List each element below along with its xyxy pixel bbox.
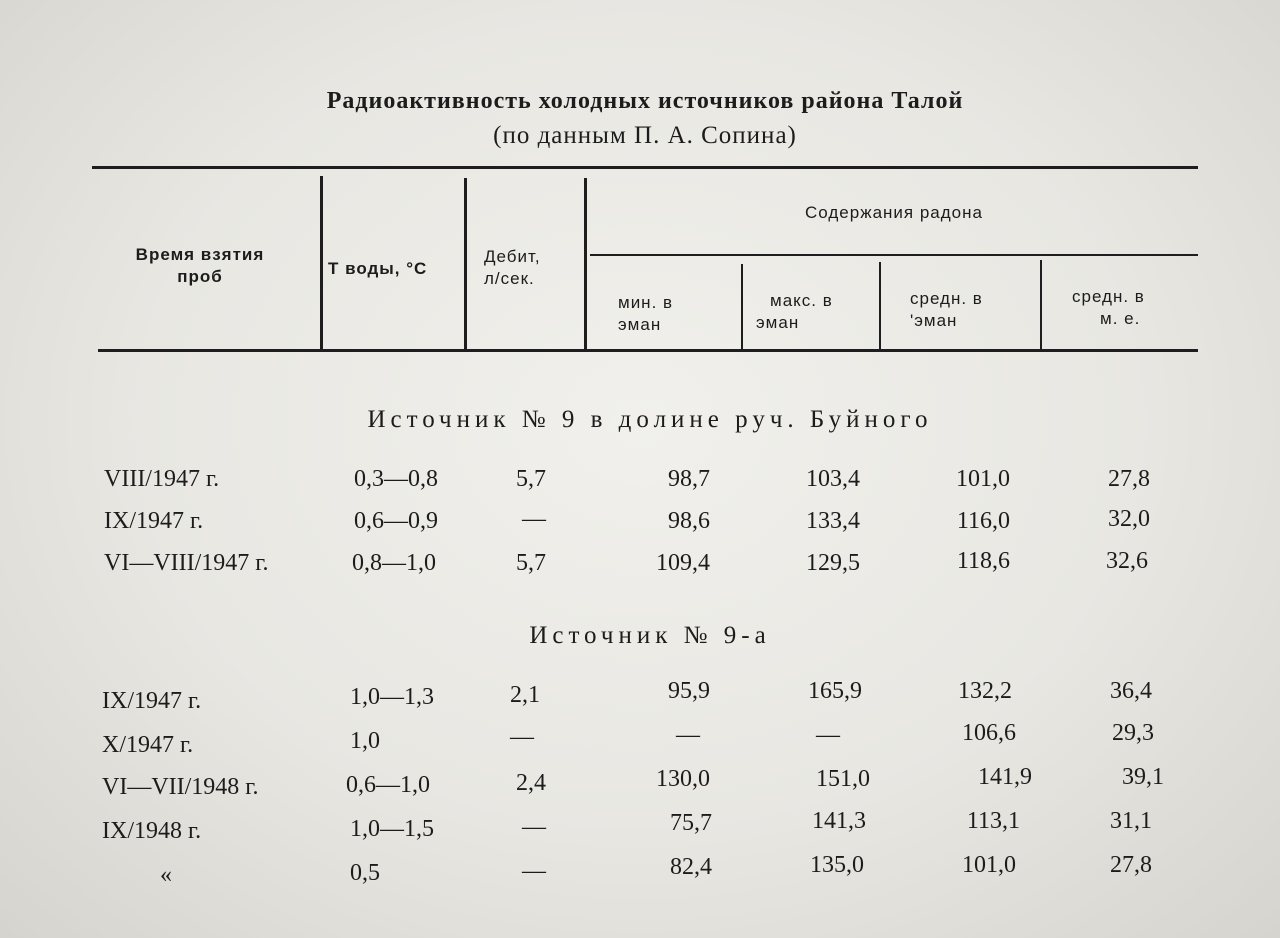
radon-subrule — [590, 254, 1198, 256]
cell-avg: 101,0 — [962, 852, 1016, 878]
cell-avg-me: 32,6 — [1106, 548, 1148, 574]
cell-time: IX/1947 г. — [104, 508, 204, 534]
section-title-1: Источник № 9 в долине руч. Буйного — [367, 406, 933, 433]
cell-avg-me: 27,8 — [1110, 852, 1152, 878]
table-title: Радиоактивность холодных источников района Талой — [326, 88, 964, 114]
header-avg-line2: 'эман — [910, 311, 958, 330]
header-max — [756, 290, 876, 334]
header-time — [100, 244, 300, 288]
col-divider-3 — [584, 178, 587, 350]
cell-temp: 0,6—1,0 — [346, 772, 430, 798]
cell-min: — — [676, 722, 700, 748]
cell-avg: 118,6 — [956, 548, 1010, 574]
table-subtitle: (по данным П. А. Сопина) — [493, 122, 797, 149]
header-debit — [484, 246, 584, 290]
col-divider-1 — [320, 176, 323, 350]
cell-min: 95,9 — [668, 678, 710, 704]
cell-temp: 0,6—0,9 — [354, 508, 438, 534]
cell-temp: 1,0—1,3 — [350, 684, 434, 710]
cell-temp: 1,0—1,5 — [350, 816, 434, 842]
col-divider-6 — [1040, 260, 1042, 350]
cell-avg: 132,2 — [958, 678, 1012, 704]
header-avg-me-line1: средн. в — [1072, 287, 1145, 306]
col-divider-5 — [879, 262, 881, 350]
cell-debit: 2,4 — [516, 770, 546, 796]
top-rule — [92, 166, 1198, 169]
cell-debit: 2,1 — [510, 682, 540, 708]
cell-min: 82,4 — [670, 854, 712, 880]
col-divider-4 — [741, 264, 743, 350]
cell-time: VI—VII/1948 г. — [102, 774, 259, 800]
header-max-line2: эман — [756, 313, 800, 332]
header-min-line1: мин. в — [618, 293, 674, 312]
cell-time: IX/1947 г. — [102, 688, 202, 714]
cell-avg: 116,0 — [956, 508, 1010, 534]
header-time-line1: Время взятия — [135, 245, 265, 264]
cell-max: 103,4 — [806, 466, 860, 492]
cell-min: 98,7 — [668, 466, 710, 492]
cell-max: — — [816, 722, 840, 748]
cell-avg-me: 36,4 — [1110, 678, 1152, 704]
header-avg-me — [1072, 286, 1192, 330]
header-radon: Содержания радона — [805, 203, 983, 222]
cell-time-ditto: « — [160, 862, 172, 888]
header-debit-line1: Дебит, — [484, 247, 541, 266]
header-min-line2: эман — [618, 315, 662, 334]
cell-avg: 141,9 — [978, 764, 1032, 790]
cell-avg-me: 31,1 — [1110, 808, 1152, 834]
cell-max: 151,0 — [816, 766, 870, 792]
cell-avg-me: 29,3 — [1112, 720, 1154, 746]
cell-time: IX/1948 г. — [102, 818, 202, 844]
cell-temp: 1,0 — [350, 728, 380, 754]
cell-debit: — — [522, 858, 546, 884]
cell-avg-me: 27,8 — [1108, 466, 1150, 492]
header-time-line2: проб — [177, 267, 223, 286]
cell-debit: 5,7 — [516, 466, 546, 492]
cell-avg-me: 32,0 — [1108, 506, 1150, 532]
header-avg-me-line2: м. е. — [1100, 309, 1141, 328]
header-debit-line2: л/сек. — [484, 269, 535, 288]
cell-avg: 101,0 — [956, 466, 1010, 492]
cell-avg: 106,6 — [962, 720, 1016, 746]
cell-debit: — — [510, 724, 534, 750]
cell-time: VIII/1947 г. — [104, 466, 220, 492]
header-avg — [910, 288, 1040, 332]
cell-avg-me: 39,1 — [1122, 764, 1164, 790]
cell-min: 130,0 — [656, 766, 710, 792]
cell-max: 141,3 — [812, 808, 866, 834]
header-bottom-rule — [98, 349, 1198, 352]
header-avg-line1: средн. в — [910, 289, 983, 308]
cell-temp: 0,5 — [350, 860, 380, 886]
header-min — [618, 292, 738, 336]
cell-max: 165,9 — [808, 678, 862, 704]
cell-min: 109,4 — [656, 550, 710, 576]
header-max-line1: макс. в — [770, 291, 833, 310]
cell-temp: 0,8—1,0 — [352, 550, 436, 576]
cell-time: VI—VIII/1947 г. — [104, 550, 269, 576]
cell-temp: 0,3—0,8 — [354, 466, 438, 492]
cell-debit: — — [522, 814, 546, 840]
cell-min: 98,6 — [668, 508, 710, 534]
cell-debit: 5,7 — [516, 550, 546, 576]
cell-min: 75,7 — [670, 810, 712, 836]
cell-time: X/1947 г. — [102, 732, 194, 758]
cell-avg: 113,1 — [966, 808, 1020, 834]
cell-max: 135,0 — [810, 852, 864, 878]
section-title-2: Источник № 9-а — [529, 622, 771, 649]
cell-debit: — — [522, 506, 546, 532]
cell-max: 129,5 — [806, 550, 860, 576]
header-temp: Т воды, °С — [328, 259, 428, 278]
cell-max: 133,4 — [806, 508, 860, 534]
